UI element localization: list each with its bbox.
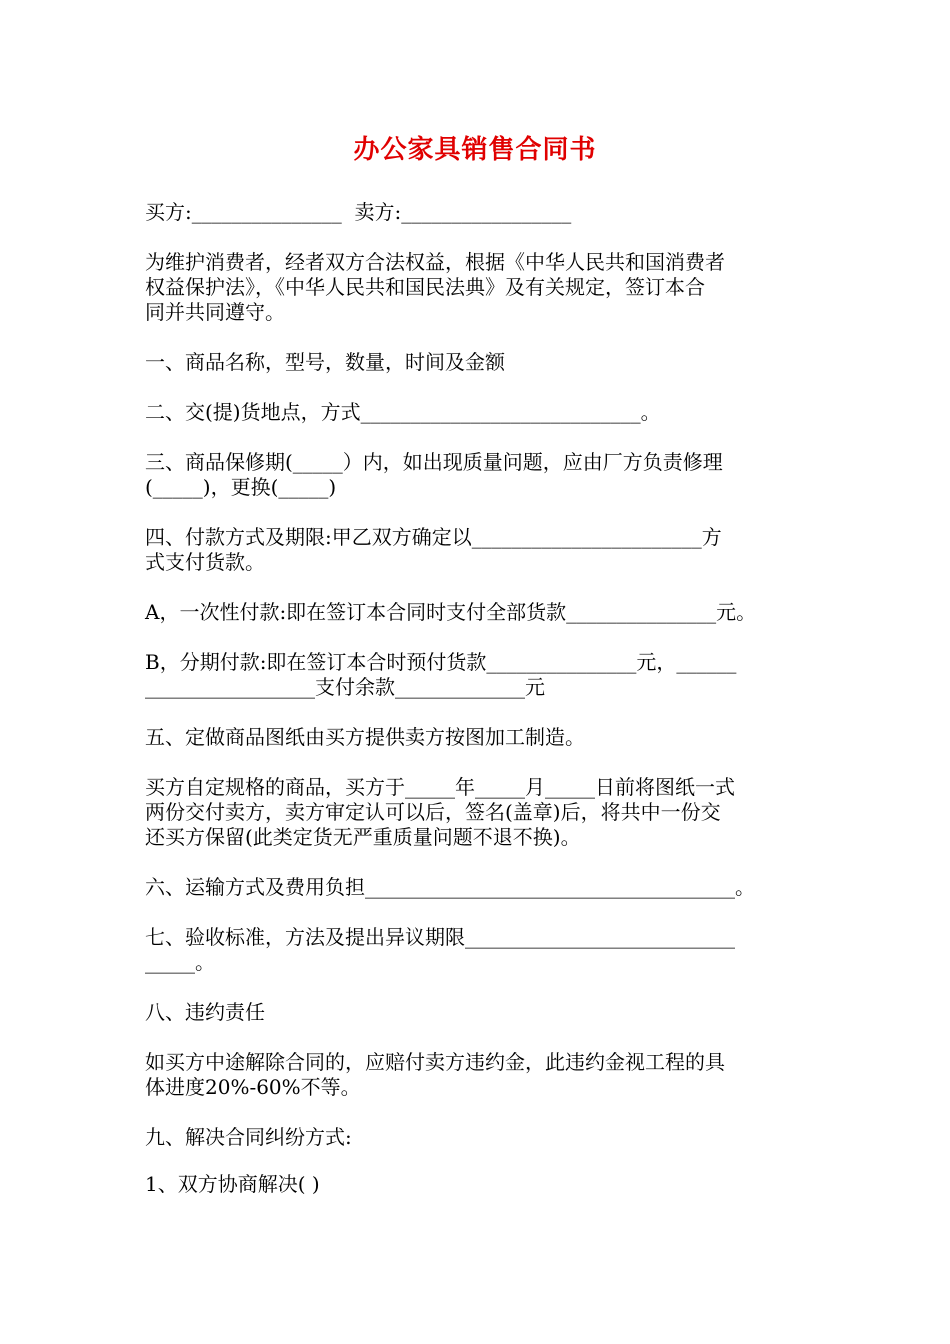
- clause-5-line-3: 还买方保留(此类定货无严重质量问题不退不换)。: [145, 825, 581, 849]
- parties-line: 买方:_______________ 卖方:_________________: [145, 200, 572, 224]
- clause-5-line-2: 两份交付卖方，卖方审定认可以后，签名(盖章)后，将共中一份交: [145, 800, 721, 824]
- preamble-line-1: 为维护消费者，经者双方合法权益，根据《中华人民共和国消费者: [145, 250, 725, 274]
- clause-9-heading: 九、解决合同纠纷方式:: [145, 1125, 352, 1149]
- clause-6-line: 六、运输方式及费用负担_____________________________________。: [145, 875, 755, 899]
- clause-1-heading: 一、商品名称，型号，数量，时间及金额: [145, 350, 505, 374]
- clause-8-line-1: 如买方中途解除合同的，应赔付卖方违约金，此违约金视工程的具: [145, 1050, 725, 1074]
- clause-4-option-b-line-2: _________________支付余款_____________元: [145, 675, 545, 699]
- document-title: 办公家具销售合同书: [353, 135, 597, 165]
- clause-5-line-1: 买方自定规格的商品，买方于_____年_____月_____日前将图纸一式: [145, 775, 735, 799]
- clause-4-line-2: 式支付货款。: [145, 550, 265, 574]
- preamble-line-3: 同并共同遵守。: [145, 300, 285, 324]
- clause-8-heading: 八、违约责任: [145, 1000, 265, 1024]
- clause-9-option-1: 1、双方协商解决( ): [145, 1172, 320, 1196]
- clause-4-line-1: 四、付款方式及期限:甲乙双方确定以_______________________方: [145, 525, 722, 549]
- clause-4-option-b-line-1: B，分期付款:即在签订本合时预付货款_______________元，______: [145, 650, 737, 674]
- preamble-line-2: 权益保护法》，《中华人民共和国民法典》及有关规定，签订本合: [145, 275, 705, 299]
- clause-8-line-2: 体进度20%-60%不等。: [145, 1075, 361, 1099]
- clause-4-option-a: A，一次性付款:即在签订本合同时支付全部货款_______________元。: [145, 600, 757, 624]
- clause-7-line-1: 七、验收标准，方法及提出异议期限___________________________: [145, 925, 735, 949]
- clause-3-line-2: (_____)，更换(_____): [145, 475, 337, 499]
- clause-3-line-1: 三、商品保修期(_____）内，如出现质量问题，应由厂方负责修理: [145, 450, 723, 474]
- clause-2-line: 二、交(提)货地点，方式____________________________。: [145, 400, 661, 424]
- clause-7-line-2: _____。: [145, 950, 215, 974]
- clause-5-heading: 五、定做商品图纸由买方提供卖方按图加工制造。: [145, 725, 585, 749]
